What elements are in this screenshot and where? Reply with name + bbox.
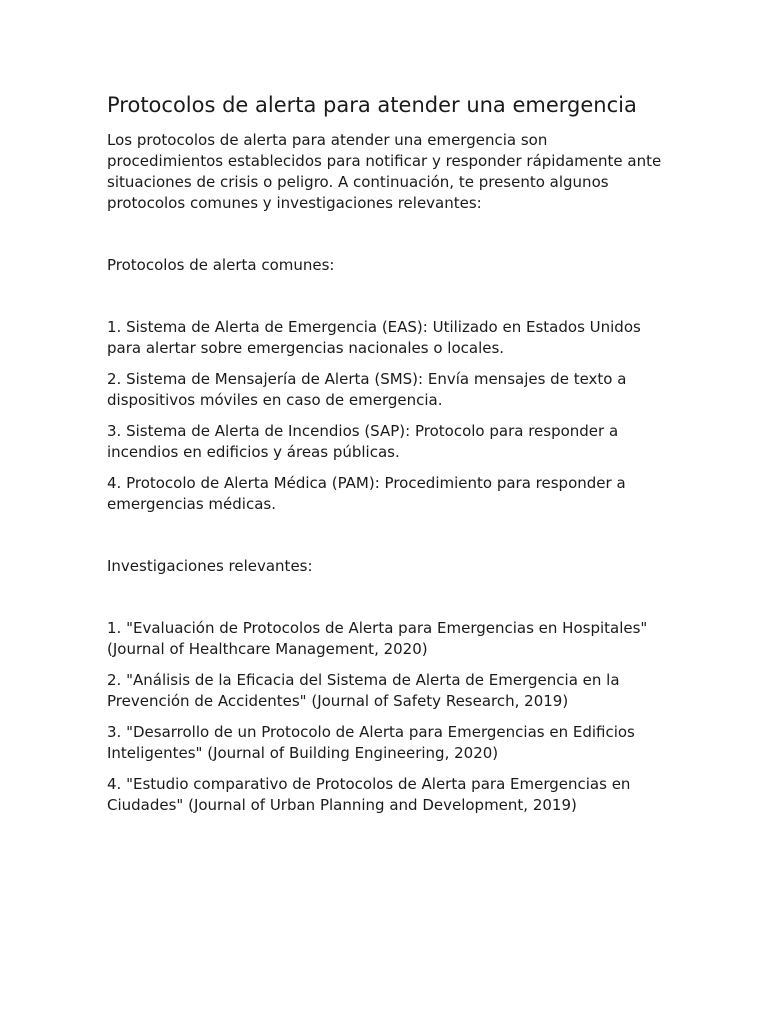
research-item: 4. "Estudio comparativo de Protocolos de Alerta para Emergencias en Ciudades" (Journal of Urban Planning and Development, 2019) — [107, 775, 631, 814]
research-list — [107, 618, 667, 816]
research-heading: Investigaciones relevantes: — [107, 557, 313, 575]
protocol-item: 3. Sistema de Alerta de Incendios (SAP): Protocolo para responder a incendios en edificios y áreas públicas. — [107, 422, 619, 461]
protocols-list — [107, 317, 667, 515]
research-item: 1. "Evaluación de Protocolos de Alerta para Emergencias en Hospitales" (Journal of Healthcare Management, 2020) — [107, 619, 648, 658]
protocol-item: 1. Sistema de Alerta de Emergencia (EAS): Utilizado en Estados Unidos para alertar sobre emergencias nacionales o locales. — [107, 318, 641, 357]
document-page — [107, 90, 667, 816]
protocols-heading: Protocolos de alerta comunes: — [107, 256, 335, 274]
intro-paragraph: Los protocolos de alerta para atender una emergencia son procedimientos establecidos para notificar y responder rápidamente ante situaciones de crisis o peligro. A continuación, te presento algunos protocolos comunes y investigaciones relevantes: — [107, 131, 662, 212]
protocol-item: 4. Protocolo de Alerta Médica (PAM): Procedimiento para responder a emergencias médicas. — [107, 474, 626, 513]
research-item: 3. "Desarrollo de un Protocolo de Alerta para Emergencias en Edificios Inteligentes" (Journal of Building Engineering, 2020) — [107, 723, 635, 762]
research-item: 2. "Análisis de la Eficacia del Sistema de Alerta de Emergencia en la Prevención de Accidentes" (Journal of Safety Research, 2019) — [107, 671, 620, 710]
document-title: Protocolos de alerta para atender una emergencia — [107, 93, 637, 117]
protocol-item: 2. Sistema de Mensajería de Alerta (SMS): Envía mensajes de texto a dispositivos móviles en caso de emergencia. — [107, 370, 627, 409]
